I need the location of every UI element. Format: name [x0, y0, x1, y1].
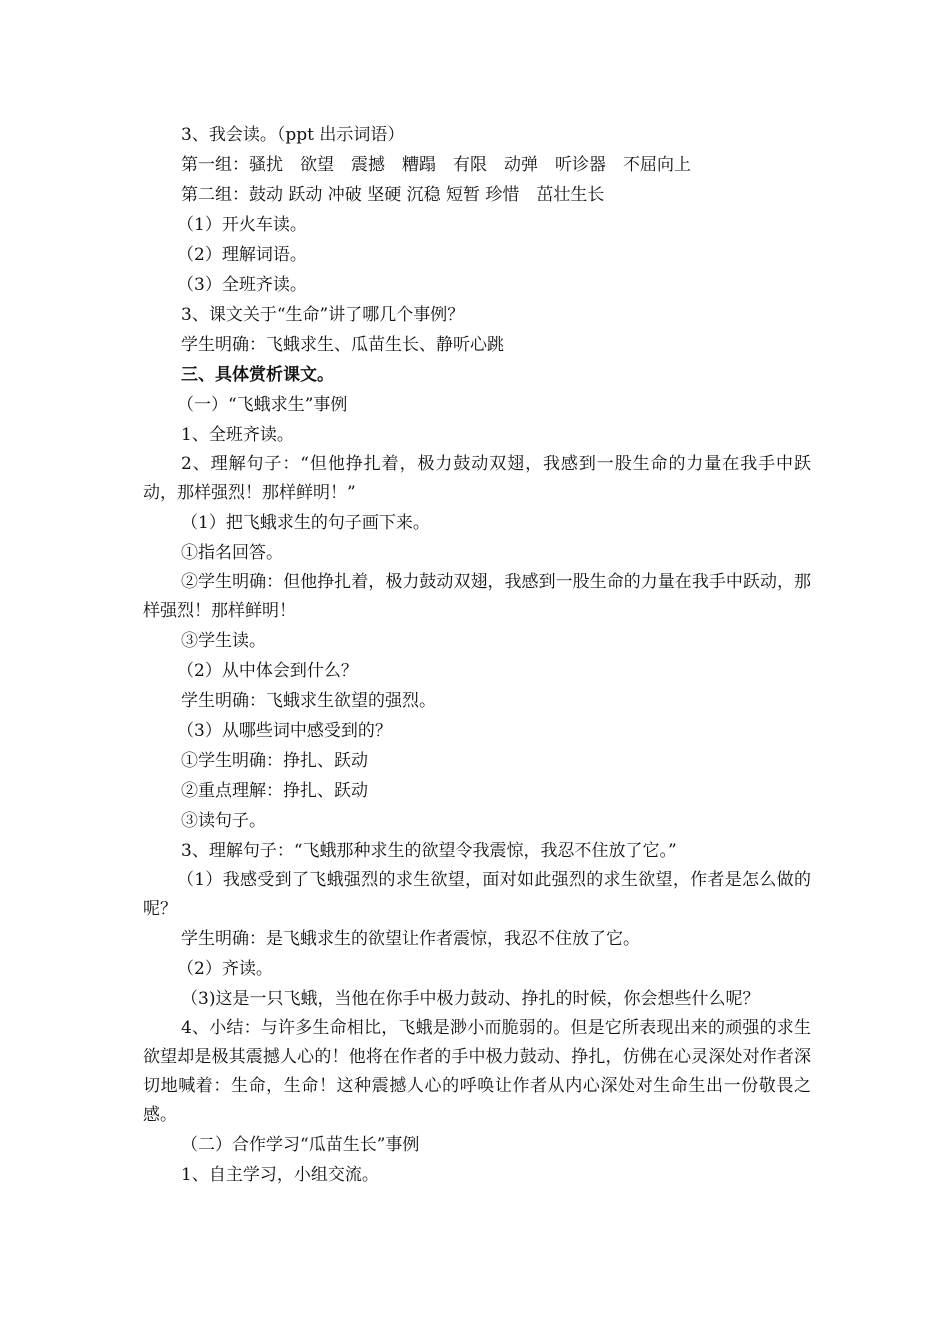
- moth-step-3-1-answer: 学生明确：是飞蛾求生的欲望让作者震惊，我忍不住放了它。: [181, 929, 640, 949]
- moth-step-2-1-c: ③学生读。: [181, 631, 266, 651]
- moth-step-2-3-b: ②重点理解：挣扎、跃动: [181, 781, 368, 801]
- moth-step-1: 1、全班齐读。: [181, 425, 294, 445]
- moth-step-2-3: （3）从哪些词中感受到的？: [177, 721, 392, 741]
- moth-step-2: 2、理解句子：“但他挣扎着，极力鼓动双翅，我感到一股生命的力量在我手中跃动，那样强烈！那样鲜明！”: [143, 454, 811, 503]
- melon-step-1: 1、自主学习，小组交流。: [181, 1165, 379, 1185]
- moth-step-3-2: （2）齐读。: [177, 959, 273, 979]
- moth-step-2-1-b: ②学生明确：但他挣扎着，极力鼓动双翅，我感到一股生命的力量在我手中跃动，那样强烈！那样鲜明！: [143, 572, 811, 621]
- moth-step-3-1: （1）我感受到了飞蛾强烈的求生欲望，面对如此强烈的求生欲望，作者是怎么做的呢？: [143, 870, 811, 919]
- section-heading-analysis: 三、具体赏析课文。: [181, 365, 334, 385]
- word-group-1: 第一组：骚扰 欲望 震撼 糟蹋 有限 动弹 听诊器 不屈向上: [181, 155, 691, 175]
- moth-step-3: 3、理解句子：“飞蛾那种求生的欲望令我震惊，我忍不住放了它。”: [181, 841, 677, 861]
- step-class-read: （3）全班齐读。: [177, 275, 307, 295]
- answer-life-examples: 学生明确：飞蛾求生、瓜苗生长、静听心跳: [181, 335, 504, 355]
- subsection-moth: （一）“飞蛾求生”事例: [177, 395, 348, 415]
- word-group-2: 第二组：鼓动 跃动 冲破 坚硬 沉稳 短暂 珍惜 茁壮生长: [181, 185, 605, 205]
- question-life-examples: 3、课文关于“生命”讲了哪几个事例？: [181, 305, 465, 325]
- moth-step-2-2: （2）从中体会到什么？: [177, 661, 358, 681]
- section-read-words: 3、我会读。（ppt 出示词语）: [181, 125, 405, 145]
- subsection-melon: （二）合作学习“瓜苗生长”事例: [181, 1135, 420, 1155]
- moth-step-2-1-a: ①指名回答。: [181, 543, 283, 563]
- moth-step-2-3-c: ③读句子。: [181, 811, 266, 831]
- moth-summary: 4、小结：与许多生命相比，飞蛾是渺小而脆弱的。但是它所表现出来的顽强的求生欲望却是极其震撼人心的！他将在作者的手中极力鼓动、挣扎，仿佛在心灵深处对作者深切地喊着：生命，生命！这种震撼人心的呼唤让作者从内心深处对生命生出一份敬畏之感。: [143, 1018, 811, 1125]
- moth-step-2-3-a: ①学生明确：挣扎、跃动: [181, 751, 368, 771]
- moth-step-2-2-answer: 学生明确：飞蛾求生欲望的强烈。: [181, 691, 436, 711]
- step-train-read: （1）开火车读。: [177, 215, 307, 235]
- moth-step-3-3: （3)这是一只飞蛾，当他在你手中极力鼓动、挣扎的时候，你会想些什么呢？: [181, 989, 760, 1009]
- document-body: [143, 120, 811, 1190]
- step-understand-words: （2）理解词语。: [177, 245, 307, 265]
- moth-step-2-1: （1）把飞蛾求生的句子画下来。: [181, 513, 430, 533]
